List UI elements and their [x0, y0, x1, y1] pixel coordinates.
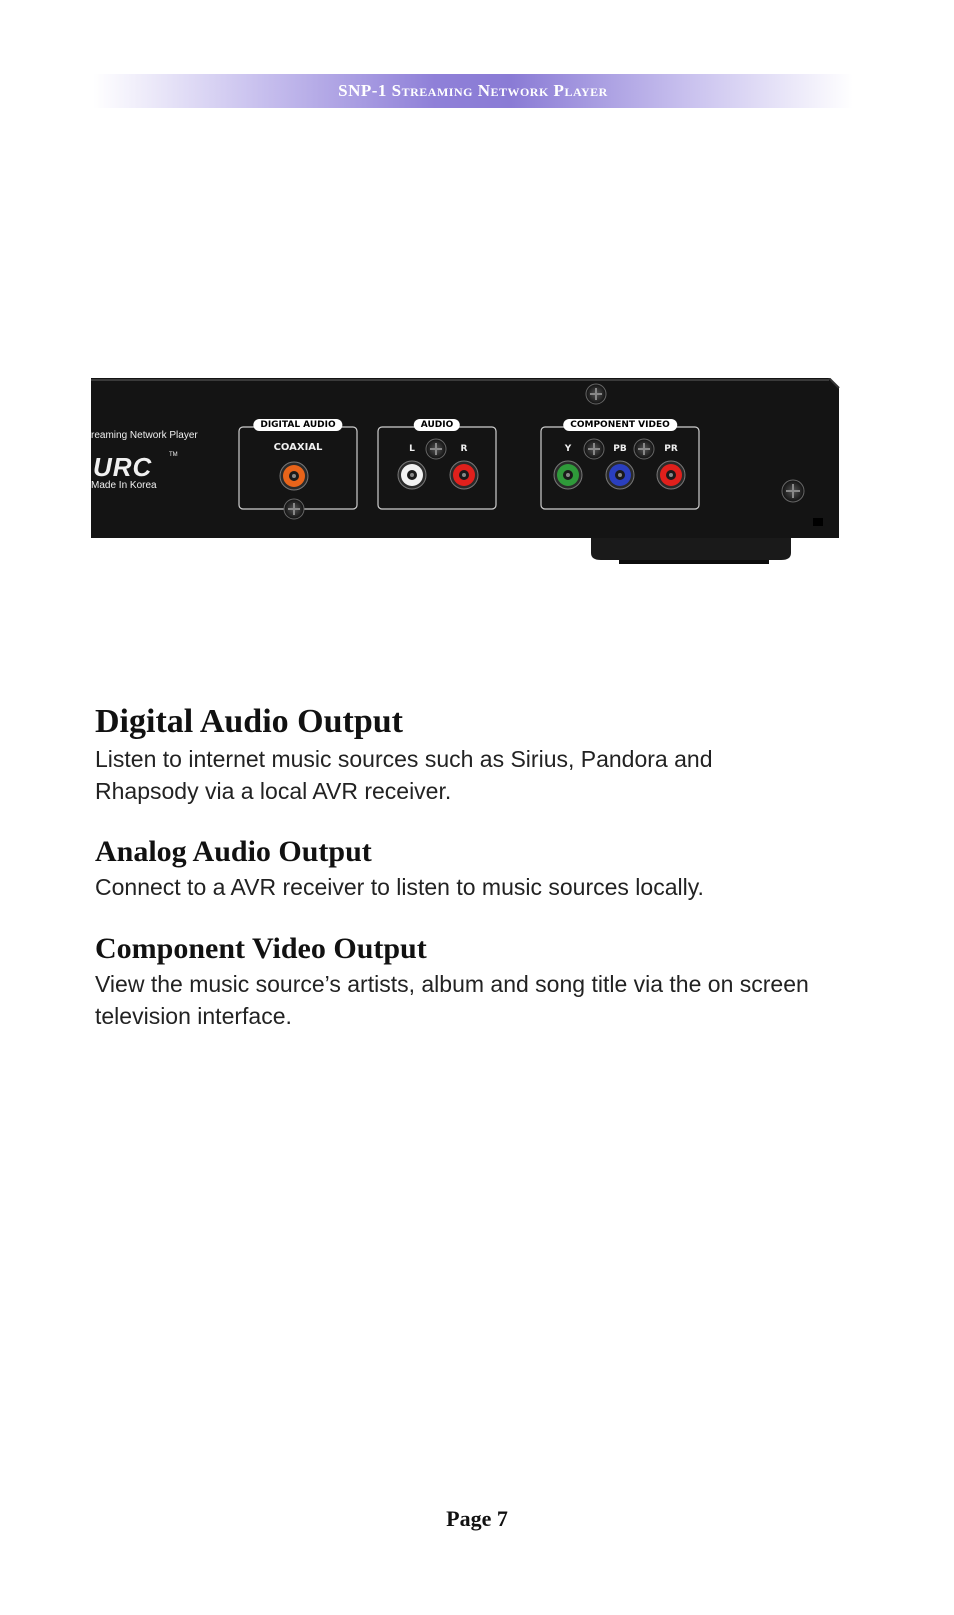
section-heading-analog-audio: Analog Audio Output: [95, 835, 372, 868]
content: [95, 703, 815, 1032]
panel-foot: [591, 538, 791, 560]
screw-right: [782, 480, 804, 502]
audio-left-jack: [398, 461, 426, 489]
section-heading-digital-audio: Digital Audio Output: [95, 703, 403, 740]
rear-panel-graphic: [91, 378, 841, 578]
made-in-korea: Made In Korea: [91, 480, 157, 491]
screw-audio: [426, 439, 446, 459]
audio-right-jack: [450, 461, 478, 489]
screw-coax: [284, 499, 304, 519]
coaxial-label: COAXIAL: [273, 442, 323, 453]
device-rear-panel-illustration: [91, 378, 841, 578]
section-heading-component-video: Component Video Output: [95, 932, 427, 965]
page-number: Page 7: [446, 1506, 508, 1531]
header-bar: [93, 74, 853, 108]
pr-label: PR: [664, 444, 678, 454]
urc-logo: URC: [93, 452, 153, 482]
pr-jack: [657, 461, 685, 489]
screw-top: [586, 384, 606, 404]
audio-right-label: R: [460, 444, 468, 454]
panel-body: [91, 378, 839, 538]
y-label: Y: [564, 444, 572, 454]
pb-jack: [606, 461, 634, 489]
screw-video-1: [584, 439, 604, 459]
section-body-analog-audio: Connect to a AVR receiver to listen to music sources locally.: [95, 874, 704, 900]
brand-line: reaming Network Player: [91, 430, 198, 441]
coaxial-jack: [280, 462, 308, 490]
pb-label: PB: [613, 444, 627, 454]
component-video-label: COMPONENT VIDEO: [563, 419, 677, 431]
audio-label: AUDIO: [414, 419, 460, 431]
section-body-digital-audio: Listen to internet music sources such as Sirius, Pandora and Rhapsody via a local AVR receiver.: [95, 746, 713, 804]
trademark-mark: TM: [169, 452, 178, 458]
audio-left-label: L: [409, 444, 415, 454]
y-jack: [554, 461, 582, 489]
section-body-component-video: View the music source’s artists, album and song title via the on screen television interface.: [95, 971, 809, 1029]
header-title: SNP-1 Streaming Network Player: [338, 81, 608, 100]
digital-audio-label: DIGITAL AUDIO: [253, 419, 342, 431]
screw-video-2: [634, 439, 654, 459]
